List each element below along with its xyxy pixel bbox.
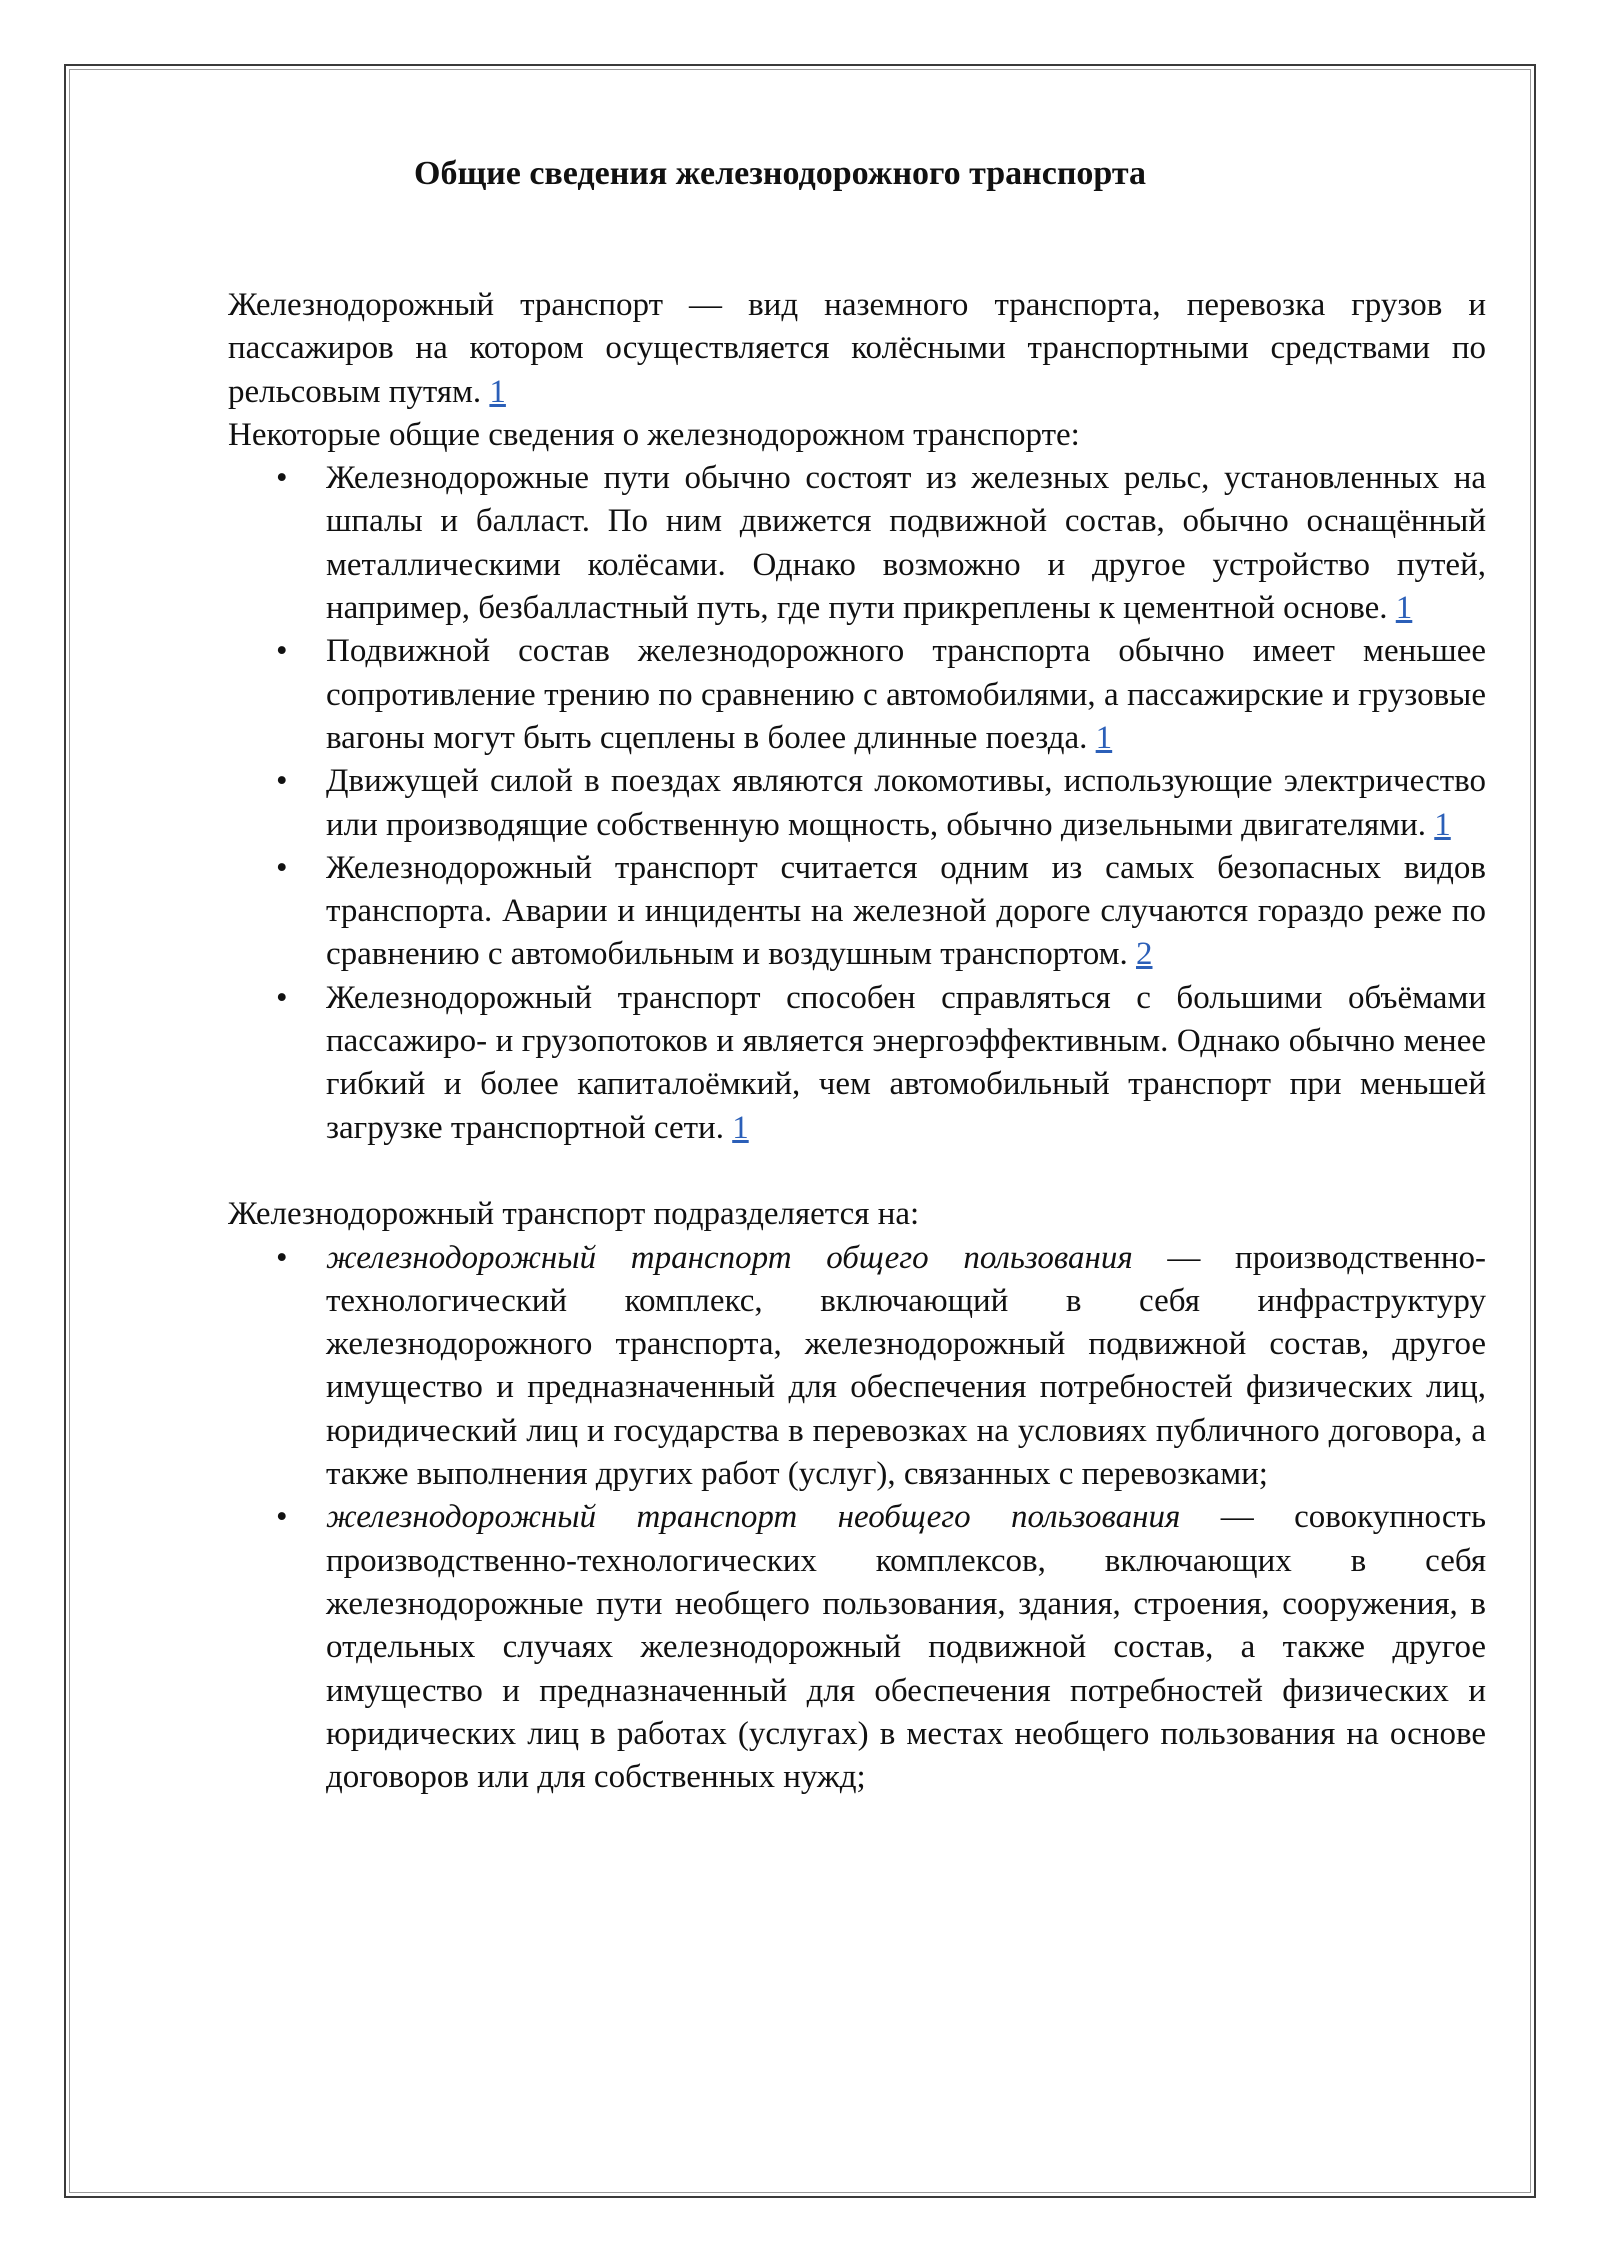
bullet-icon: • [276,763,288,800]
list-item-text: Железнодорожный транспорт считается одним из самых безопасных видов транспорта. Аварии и инциденты на железной дороге случаются гораздо реже по сравнению с автомобильным и воздушным транспортом. [326,849,1486,973]
bullet-icon: • [276,1499,288,1536]
bullet-icon: • [276,460,288,497]
list-item [228,760,1486,847]
list-item-text: Железнодорожный транспорт способен справляться с большими объёмами пассажиро- и грузопотоков и является энергоэффективным. Однако обычно менее гибкий и более капиталоёмкий, чем автомобильный транспорт при меньшей загрузке транспортной сети. [326,979,1486,1146]
bullet-icon: • [276,1239,288,1276]
reference-link[interactable]: 1 [1434,806,1451,843]
list-item [228,1496,1486,1799]
list-item [228,847,1486,977]
list-item [228,977,1486,1150]
term-text: железнодорожный транспорт необщего пользования [326,1499,1181,1536]
division-heading: Железнодорожный транспорт подразделяется на: [228,1196,920,1233]
list-item-text: Движущей силой в поездах являются локомотивы, использующие электричество или производящие собственную мощность, обычно дизельными двигателями. [326,763,1486,843]
bullet-icon: • [276,633,288,670]
general-heading: Некоторые общие сведения о железнодорожном транспорте: [228,416,1080,453]
reference-link[interactable]: 1 [732,1109,749,1146]
term-text: железнодорожный транспорт общего пользования [326,1239,1133,1276]
definition-text: — совокупность производственно-технологических комплексов, включающих в себя железнодорожные пути необщего пользования, здания, строения, сооружения, в отдельных случаях железнодорожный подвижной состав, а также другое имущество и предназначенный для обеспечения потребностей физических и юридических лиц в работах (услугах) в местах необщего пользования на основе договоров или для собственных нужд; [326,1499,1486,1796]
division-list [228,1237,1486,1800]
document-title: Общие сведения железнодорожного транспорта [414,155,1146,192]
intro-paragraph [228,284,1486,414]
reference-link[interactable]: 2 [1136,936,1153,973]
intro-text: Железнодорожный транспорт — вид наземного транспорта, перевозка грузов и пассажиров на котором осуществляется колёсными транспортными средствами по рельсовым путям. [228,287,1486,410]
general-facts-list [228,457,1486,1150]
list-item-text: Железнодорожные пути обычно состоят из железных рельс, установленных на шпалы и балласт. По ним движется подвижной состав, обычно оснащённый металлическими колёсами. Однако возможно и другое устройство путей, например, безбалластный путь, где пути прикреплены к цементной основе. [326,460,1486,627]
reference-link[interactable]: 1 [1395,590,1413,627]
bullet-icon: • [276,979,288,1016]
list-item [228,457,1486,630]
reference-link[interactable]: 1 [1095,719,1113,756]
list-item [228,1237,1486,1497]
intro-reference-link[interactable]: 1 [489,373,506,410]
definition-text: — производственно-технологический комплекс, включающий в себя инфраструктуру железнодорожного транспорта, железнодорожный подвижной состав, другое имущество и предназначенный для обеспечения потребностей физических лиц, юридический лиц и государства в перевозках на условиях публичного договора, а также выполнения других работ (услуг), связанных с перевозками; [326,1239,1487,1493]
paragraph-spacer [228,1150,1486,1193]
bullet-icon: • [276,849,288,886]
document-body [228,284,1486,1799]
list-item [228,630,1486,760]
list-item-text: Подвижной состав железнодорожного транспорта обычно имеет меньшее сопротивление трению по сравнению с автомобилями, а пассажирские и грузовые вагоны могут быть сцеплены в более длинные поезда. [326,633,1486,756]
